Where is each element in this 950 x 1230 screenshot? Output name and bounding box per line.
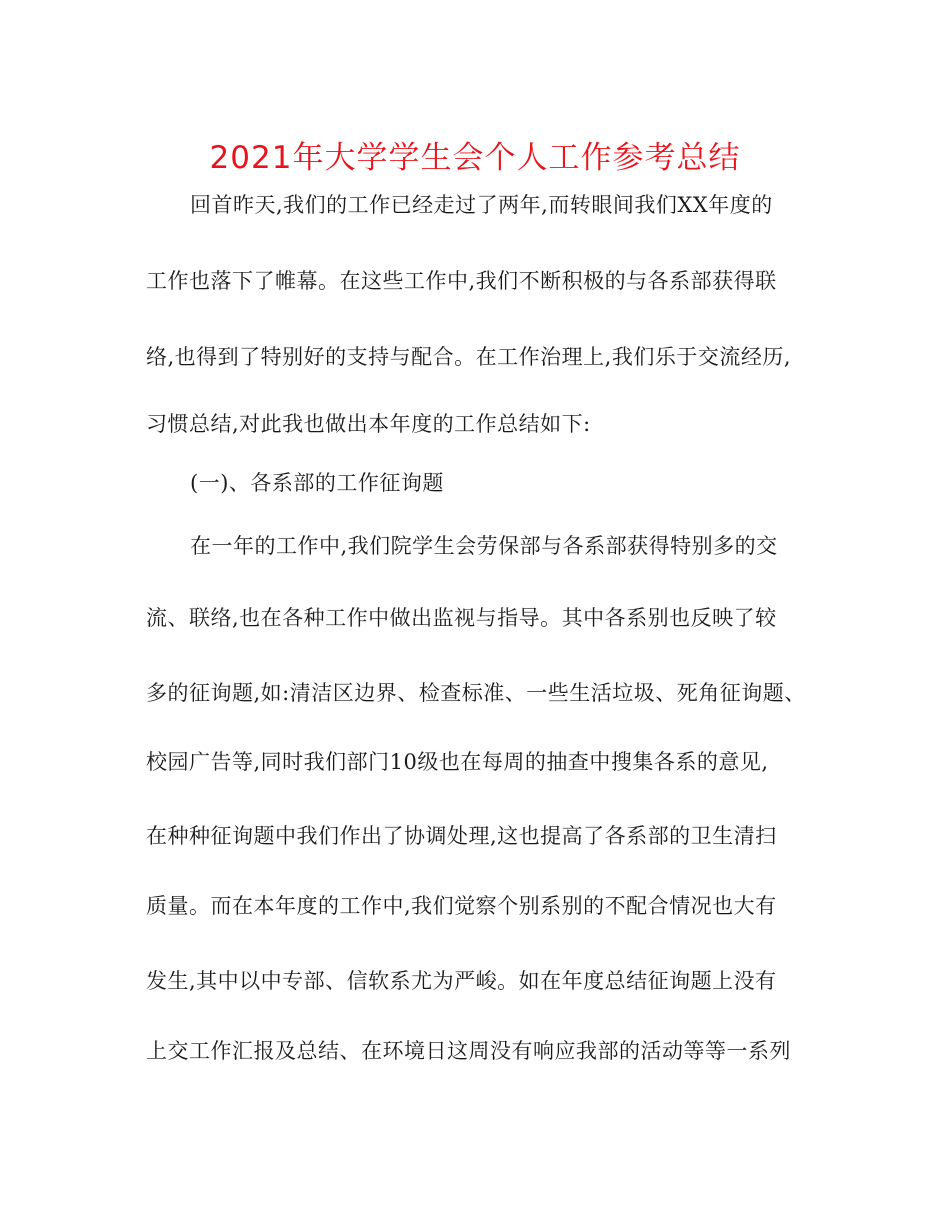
paragraph-line: 在一年的工作中,我们院学生会劳保部与各系部获得特别多的交	[190, 534, 778, 558]
paragraph-line: 在种种征询题中我们作出了协调处理,这也提高了各系部的卫生清扫	[146, 824, 777, 848]
paragraph-line: 多的征询题,如:清洁区边界、检查标准、一些生活垃圾、死角征询题、	[146, 681, 806, 705]
paragraph-line: 流、联络,也在各种工作中做出监视与指导。其中各系别也反映了较	[146, 606, 777, 630]
paragraph-line: 质量。而在本年度的工作中,我们觉察个别系别的不配合情况也大有	[146, 894, 777, 918]
paragraph-line: 工作也落下了帷幕。在这些工作中,我们不断积极的与各系部获得联	[146, 269, 777, 293]
paragraph-line: 上交工作汇报及总结、在环境日这周没有响应我部的活动等等一系列	[146, 1039, 791, 1063]
document-title: 2021年大学学生会个人工作参考总结	[209, 140, 741, 176]
paragraph-line: 回首昨天,我们的工作已经走过了两年,而转眼间我们XX年度的	[190, 193, 773, 217]
paragraph-line: 发生,其中以中专部、信软系尤为严峻。如在年度总结征询题上没有	[146, 969, 777, 993]
paragraph-line: 络,也得到了特别好的支持与配合。在工作治理上,我们乐于交流经历,	[146, 345, 792, 369]
paragraph-line: 校园广告等,同时我们部门10级也在每周的抽查中搜集各系的意见,	[146, 750, 769, 774]
section-heading: (一)、各系部的工作征询题	[190, 471, 444, 495]
paragraph-line: 习惯总结,对此我也做出本年度的工作总结如下:	[146, 412, 591, 436]
